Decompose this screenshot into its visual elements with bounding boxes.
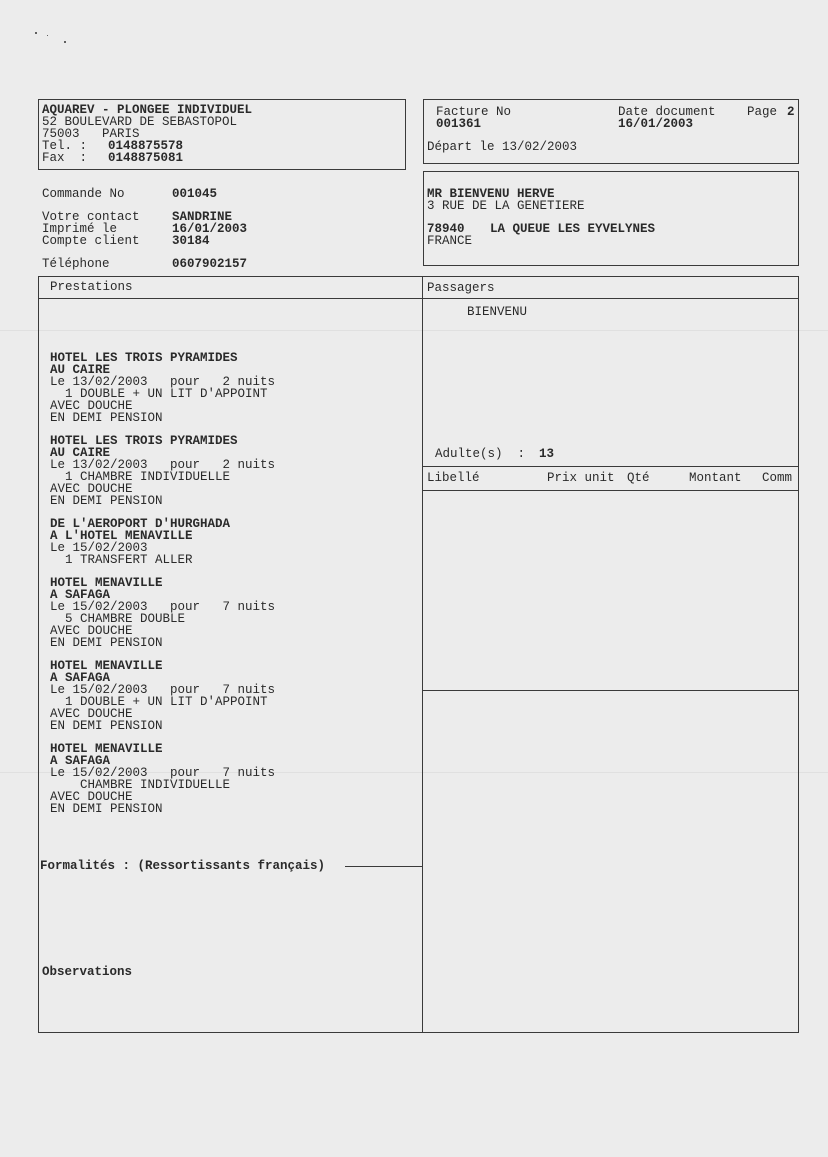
observations-heading: Observations <box>42 965 133 979</box>
prestation-date: Le 15/02/2003 pour 7 nuits <box>50 766 276 780</box>
speck <box>35 32 37 34</box>
prestation-date: Le 15/02/2003 pour 7 nuits <box>50 600 276 614</box>
prestation-detail: AVEC DOUCHE <box>50 482 133 496</box>
prestation-room: 1 DOUBLE + UN LIT D'APPOINT <box>50 387 268 401</box>
account-label: Compte client <box>42 234 140 248</box>
invoice-number: 001361 <box>436 117 482 131</box>
prestation-date: Le 15/02/2003 pour 7 nuits <box>50 683 276 697</box>
company-tel: 0148875578 <box>108 139 184 153</box>
customer-postcode: 78940 <box>427 222 465 236</box>
prestation-detail: EN DEMI PENSION <box>50 802 163 816</box>
customer-address: 3 RUE DE LA GENETIERE <box>427 199 585 213</box>
prestation-room: 5 CHAMBRE DOUBLE <box>50 612 186 626</box>
prestation-location: A SAFAGA <box>50 671 111 685</box>
formalities-rule <box>345 866 422 867</box>
prestation-room: 1 CHAMBRE INDIVIDUELLE <box>50 470 231 484</box>
departure-date: Départ le 13/02/2003 <box>427 140 578 154</box>
pricing-header-divider <box>422 490 799 491</box>
speck <box>47 35 48 36</box>
prestation-room: 1 DOUBLE + UN LIT D'APPOINT <box>50 695 268 709</box>
col-libelle: Libellé <box>427 471 480 485</box>
invoice-page: 2 <box>787 105 795 119</box>
prestation-title: HOTEL MENAVILLE <box>50 659 163 673</box>
formalities-heading: Formalités : (Ressortissants français) <box>40 859 326 873</box>
account-value: 30184 <box>172 234 210 248</box>
printed-label: Imprimé le <box>42 222 118 236</box>
prestation-date: Le 15/02/2003 <box>50 541 148 555</box>
prestation-location: AU CAIRE <box>50 446 111 460</box>
printed-value: 16/01/2003 <box>172 222 248 236</box>
prestation-location: A SAFAGA <box>50 588 111 602</box>
passenger-name: BIENVENU <box>467 305 528 319</box>
passengers-header: Passagers <box>427 281 495 295</box>
company-address: 52 BOULEVARD DE SEBASTOPOL <box>42 115 238 129</box>
prestation-detail: EN DEMI PENSION <box>50 494 163 508</box>
adults-count: 13 <box>539 447 555 461</box>
prestation-title: HOTEL LES TROIS PYRAMIDES <box>50 434 238 448</box>
company-city: 75003 PARIS <box>42 127 140 141</box>
contact-value: SANDRINE <box>172 210 233 224</box>
adults-label: Adulte(s) : <box>435 447 526 461</box>
invoice-page-label: Page <box>747 105 778 119</box>
company-fax: 0148875081 <box>108 151 184 165</box>
col-montant: Montant <box>689 471 742 485</box>
prestation-location: AU CAIRE <box>50 363 111 377</box>
prestation-detail: AVEC DOUCHE <box>50 790 133 804</box>
customer-country: FRANCE <box>427 234 473 248</box>
company-fax-label: Fax : <box>42 151 88 165</box>
phone-label: Téléphone <box>42 257 110 271</box>
prestations-header: Prestations <box>50 280 133 294</box>
customer-name: MR BIENVENU HERVE <box>427 187 555 201</box>
header-divider <box>38 298 799 299</box>
prestation-detail: AVEC DOUCHE <box>50 399 133 413</box>
prestation-date: Le 13/02/2003 pour 2 nuits <box>50 458 276 472</box>
prestation-detail: EN DEMI PENSION <box>50 411 163 425</box>
prestation-title: HOTEL MENAVILLE <box>50 742 163 756</box>
prestation-detail: EN DEMI PENSION <box>50 636 163 650</box>
phone-value: 0607902157 <box>172 257 248 271</box>
prestation-title: DE L'AEROPORT D'HURGHADA <box>50 517 231 531</box>
company-name: AQUAREV - PLONGEE INDIVIDUEL <box>42 103 253 117</box>
invoice-number-label: Facture No <box>436 105 512 119</box>
prestation-detail: EN DEMI PENSION <box>50 719 163 733</box>
company-tel-label: Tel. : <box>42 139 88 153</box>
speck <box>64 41 66 43</box>
prestation-room: 1 TRANSFERT ALLER <box>50 553 193 567</box>
prestation-room: CHAMBRE INDIVIDUELLE <box>50 778 231 792</box>
invoice-date: 16/01/2003 <box>618 117 694 131</box>
pricing-divider <box>422 690 799 691</box>
prestation-title: HOTEL LES TROIS PYRAMIDES <box>50 351 238 365</box>
order-label: Commande No <box>42 187 125 201</box>
order-number: 001045 <box>172 187 218 201</box>
contact-label: Votre contact <box>42 210 140 224</box>
customer-city: LA QUEUE LES EYVELYNES <box>490 222 656 236</box>
col-qte: Qté <box>627 471 650 485</box>
passengers-divider <box>422 466 799 467</box>
prestation-detail: AVEC DOUCHE <box>50 707 133 721</box>
col-prix-unit: Prix unit <box>547 471 615 485</box>
prestation-title: HOTEL MENAVILLE <box>50 576 163 590</box>
prestation-detail: AVEC DOUCHE <box>50 624 133 638</box>
column-divider <box>422 276 423 1033</box>
prestation-location: A SAFAGA <box>50 754 111 768</box>
invoice-date-label: Date document <box>618 105 716 119</box>
prestation-date: Le 13/02/2003 pour 2 nuits <box>50 375 276 389</box>
col-comm: Comm <box>762 471 793 485</box>
customer-box <box>423 171 799 266</box>
prestation-location: A L'HOTEL MENAVILLE <box>50 529 193 543</box>
